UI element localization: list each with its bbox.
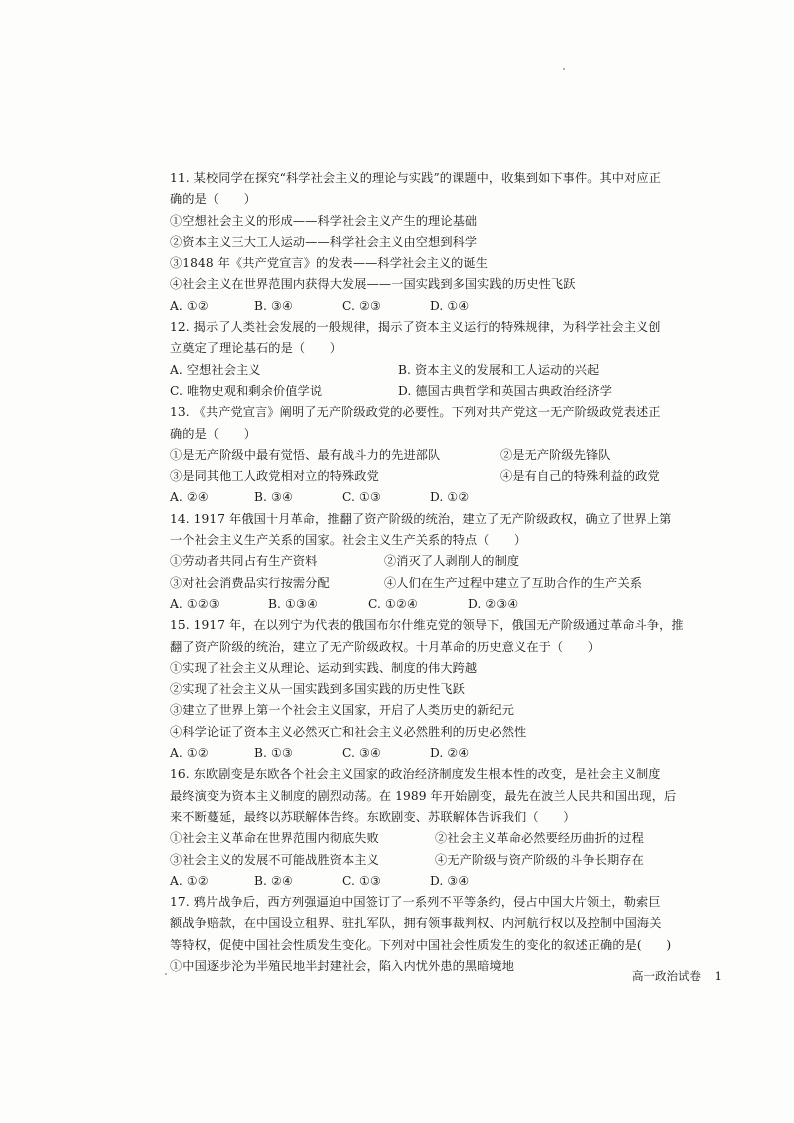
- question-stem: 来不断蔓延，最终以苏联解体告终。东欧剧变、苏联解体告诉我们（ ）: [170, 809, 576, 824]
- option-d[interactable]: D. ②③④: [468, 596, 519, 611]
- question-stem: 确的是（ ）: [170, 192, 257, 207]
- page-number: 1: [714, 969, 722, 983]
- option-a[interactable]: A. ①②: [170, 873, 209, 888]
- question-17: [170, 892, 715, 977]
- question-stem: 13. 《共产党宣言》阐明了无产阶级政党的必要性。下列对共产党这一无产阶级政党表述正: [170, 405, 661, 420]
- statement-item: ③是同其他工人政党相对立的特殊政党: [170, 469, 379, 484]
- option-d[interactable]: D. 德国古典哲学和英国古典政治经济学: [398, 383, 612, 398]
- statement-item: ①中国逐步沦为半殖民地半封建社会，陷入内忧外患的黑暗境地: [170, 958, 515, 973]
- statement-row: [170, 466, 715, 487]
- question-stem: 16. 东欧剧变是东欧各个社会主义国家的政治经济制度发生根本性的改变，是社会主义制度: [170, 767, 661, 782]
- question-stem: 17. 鸦片战争后，西方列强逼迫中国签订了一系列不平等条约，侵占中国大片领土，勒索巨: [170, 895, 661, 910]
- question-14: [170, 509, 715, 615]
- option-c[interactable]: C. ③④: [342, 746, 381, 761]
- option-a[interactable]: A. ①②: [170, 298, 209, 313]
- option-d[interactable]: D. ③④: [430, 873, 470, 888]
- option-c[interactable]: C. 唯物史观和剩余价值学说: [170, 383, 323, 398]
- option-b[interactable]: B. ②④: [254, 873, 294, 888]
- option-b[interactable]: B. ①③④: [268, 596, 319, 611]
- answer-options: [170, 360, 715, 381]
- statement-item: ④无产阶级与资产阶级的斗争长期存在: [435, 852, 644, 867]
- question-stem: 一个社会主义生产关系的国家。社会主义生产关系的特点（ ）: [170, 533, 527, 548]
- statement-item: ②是无产阶级先锋队: [500, 447, 611, 462]
- statement-item: ①是无产阶级中最有觉悟、最有战斗力的先进部队: [170, 447, 441, 462]
- statement-item: ④人们在生产过程中建立了互助合作的生产关系: [384, 575, 643, 590]
- question-sheet: [170, 168, 715, 977]
- question-stem: 等特权，促使中国社会性质发生变化。下列对中国社会性质发生的变化的叙述正确的是( ): [170, 937, 672, 952]
- option-a[interactable]: A. ①②: [170, 746, 209, 761]
- statement-row: [170, 828, 715, 849]
- option-c[interactable]: C. ②③: [342, 298, 381, 313]
- answer-options: [170, 487, 715, 508]
- option-b[interactable]: B. ①③: [254, 746, 294, 761]
- option-c[interactable]: C. ①②④: [368, 596, 419, 611]
- statement-item: ④社会主义在世界范围内获得大发展——一国实践到多国实践的历史性飞跃: [170, 277, 576, 292]
- statement-item: ①实现了社会主义从理论、运动到实践、制度的伟大跨越: [170, 660, 478, 675]
- footer-label: 高一政治试卷: [632, 969, 701, 983]
- option-c[interactable]: C. ①③: [342, 873, 381, 888]
- answer-options: [170, 594, 715, 615]
- statement-item: ①空想社会主义的形成——科学社会主义产生的理论基础: [170, 213, 478, 228]
- statement-item: ④是有自己的特殊利益的政党: [500, 469, 660, 484]
- question-13: [170, 402, 715, 508]
- statement-row: [170, 573, 715, 594]
- question-16: [170, 764, 715, 892]
- option-d[interactable]: D. ①②: [430, 490, 470, 505]
- answer-options: [170, 381, 715, 402]
- statement-item: ①劳动者共同占有生产资料: [170, 554, 318, 569]
- statement-item: ③对社会消费品实行按需分配: [170, 575, 330, 590]
- question-12: [170, 317, 715, 402]
- option-a[interactable]: A. ①②③: [170, 596, 220, 611]
- statement-item: ③1848 年《共产党宣言》的发表——科学社会主义的诞生: [170, 256, 489, 271]
- statement-item: ③社会主义的发展不可能战胜资本主义: [170, 852, 379, 867]
- question-stem: 翻了资产阶级的统治，建立了无产阶级政权。十月革命的历史意义在于（ ）: [170, 639, 601, 654]
- answer-options: [170, 743, 715, 764]
- scan-speck: [165, 973, 167, 975]
- question-stem: 12. 揭示了人类社会发展的一般规律，揭示了资本主义运行的特殊规律，为科学社会主义创: [170, 320, 661, 335]
- option-b[interactable]: B. 资本主义的发展和工人运动的兴起: [398, 362, 600, 377]
- question-stem: 确的是（ ）: [170, 426, 257, 441]
- question-stem: 立奠定了理论基石的是（ ）: [170, 341, 343, 356]
- statement-row: [170, 850, 715, 871]
- statement-item: ②社会主义革命必然要经历曲折的过程: [435, 831, 644, 846]
- statement-item: ④科学论证了资本主义必然灭亡和社会主义必然胜利的历史必然性: [170, 724, 527, 739]
- question-stem: 11. 某校同学在探究“科学社会主义的理论与实践”的课题中，收集到如下事件。其中对应正: [170, 171, 661, 185]
- option-b[interactable]: B. ③④: [254, 490, 294, 505]
- statement-item: ②资本主义三大工人运动——科学社会主义由空想到科学: [170, 234, 478, 249]
- question-11: [170, 168, 715, 317]
- page-footer: [632, 968, 722, 984]
- option-b[interactable]: B. ③④: [254, 298, 294, 313]
- question-stem: 14. 1917 年俄国十月革命，推翻了资产阶级的统治，建立了无产阶级政权，确立了世界上第: [170, 511, 672, 526]
- option-d[interactable]: D. ①④: [430, 298, 470, 313]
- question-15: [170, 615, 715, 764]
- statement-item: ①社会主义革命在世界范围内彻底失败: [170, 831, 379, 846]
- option-a[interactable]: A. ②④: [170, 490, 209, 505]
- question-stem: 15. 1917 年，在以列宁为代表的俄国布尔什维克党的领导下，俄国无产阶级通过革命斗争，推: [170, 618, 684, 633]
- statement-row: [170, 551, 715, 572]
- statement-item: ②消灭了人剥削人的制度: [384, 554, 520, 569]
- question-stem: 最终演变为资本主义制度的剧烈动荡。在 1989 年开始剧变，最先在波兰人民共和国出现，后: [170, 788, 677, 803]
- scan-speck: [563, 68, 565, 70]
- option-a[interactable]: A. 空想社会主义: [170, 362, 261, 377]
- option-c[interactable]: C. ①③: [342, 490, 381, 505]
- statement-item: ②实现了社会主义从一国实践到多国实践的历史性飞跃: [170, 682, 465, 697]
- answer-options: [170, 296, 715, 317]
- question-stem: 额战争赔款，在中国设立租界、驻扎军队，拥有领事裁判权、内河航行权以及控制中国海关: [170, 916, 662, 931]
- statement-item: ③建立了世界上第一个社会主义国家，开启了人类历史的新纪元: [170, 703, 515, 718]
- option-d[interactable]: D. ②④: [430, 746, 470, 761]
- statement-row: [170, 445, 715, 466]
- answer-options: [170, 871, 715, 892]
